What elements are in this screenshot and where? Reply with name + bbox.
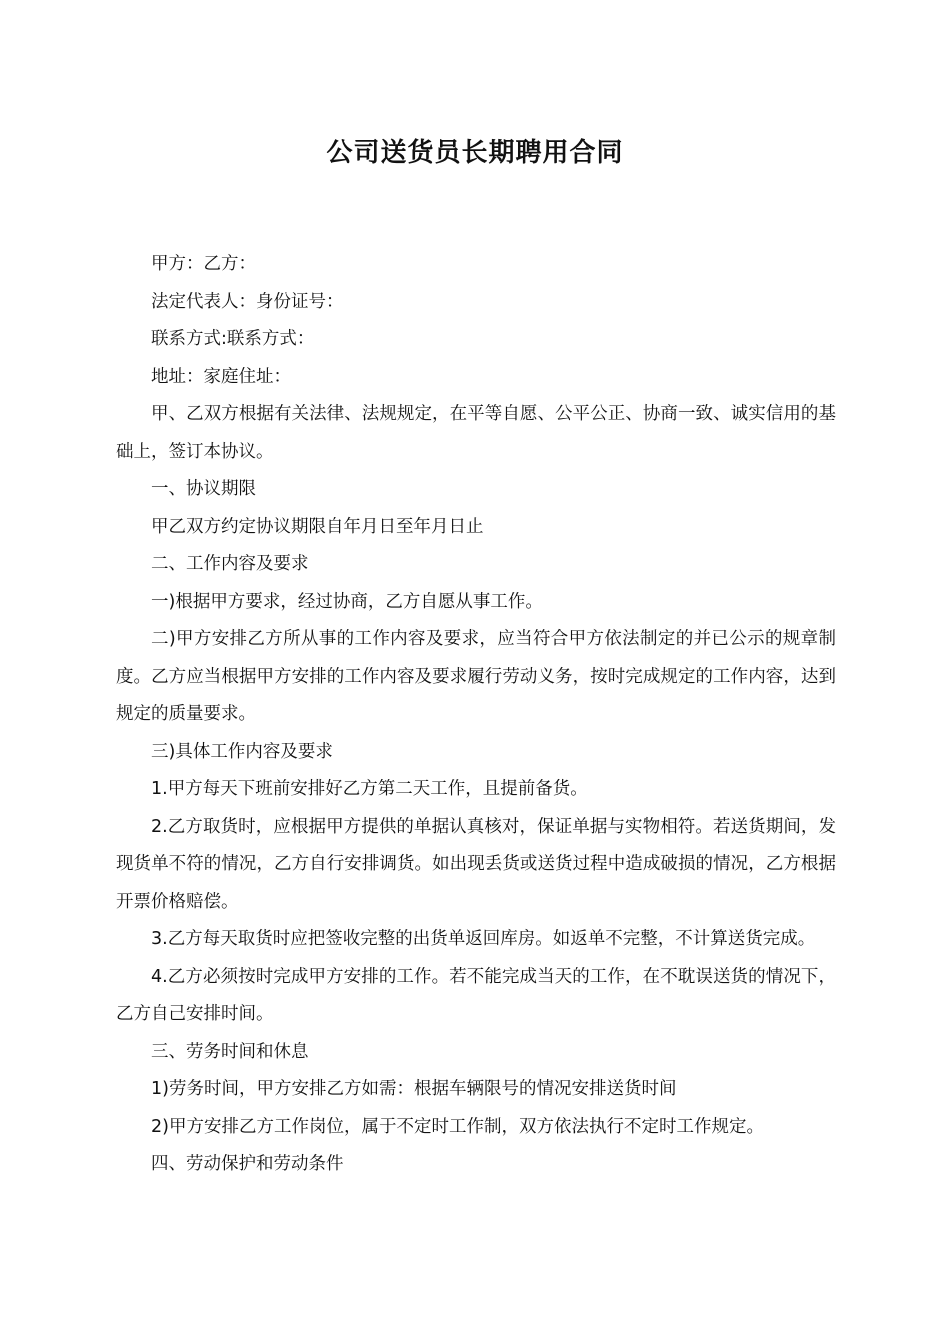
preamble-paragraph: 甲、乙双方根据有关法律、法规规定，在平等自愿、公平公正、协商一致、诚实信用的基础上，签订本协议。 [116,404,836,462]
term-paragraph: 甲乙双方约定协议期限自年月日至年月日止 [151,516,484,537]
section-heading-hours: 三、劳务时间和休息 [151,1041,309,1062]
work-item-1: 1.甲方每天下班前安排好乙方第二天工作，且提前备货。 [151,779,588,799]
work-item-3: 3.乙方每天取货时应把签收完整的出货单返回库房。如返单不完整，不计算送货完成。 [151,929,816,949]
section-heading-work: 二、工作内容及要求 [151,554,309,574]
work-item-2: 2.乙方取货时，应根据甲方提供的单据认真核对，保证单据与实物相符。若送货期间，发现货单不符的情况，乙方自行安排调货。如出现丢货或送货过程中造成破损的情况，乙方根据开票价格赔偿。 [116,816,836,912]
representative-line: 法定代表人：身份证号： [151,291,344,312]
work-item-4: 4.乙方必须按时完成甲方安排的工作。若不能完成当天的工作，在不耽误送货的情况下，乙方自己安排时间。 [116,966,836,1024]
work-clause-1: 一)根据甲方要求，经过协商，乙方自愿从事工作。 [151,591,543,612]
party-line: 甲方：乙方： [151,254,256,274]
address-line: 地址：家庭住址： [151,366,291,387]
section-heading-protection: 四、劳动保护和劳动条件 [151,1154,344,1174]
document-title: 公司送货员长期聘用合同 [326,138,624,168]
work-clause-2: 二)甲方安排乙方所从事的工作内容及要求，应当符合甲方依法制定的并已公示的规章制度。乙方应当根据甲方安排的工作内容及要求履行劳动义务，按时完成规定的工作内容，达到规定的质量要求。 [116,629,836,724]
section-heading-term: 一、协议期限 [151,479,256,499]
work-clause-3: 三)具体工作内容及要求 [151,741,333,762]
contact-line: 联系方式:联系方式： [151,329,315,349]
hours-clause-2: 2)甲方安排乙方工作岗位，属于不定时工作制，双方依法执行不定时工作规定。 [151,1116,764,1137]
document-body [116,246,836,1184]
hours-clause-1: 1)劳务时间，甲方安排乙方如需：根据车辆限号的情况安排送货时间 [151,1079,677,1099]
